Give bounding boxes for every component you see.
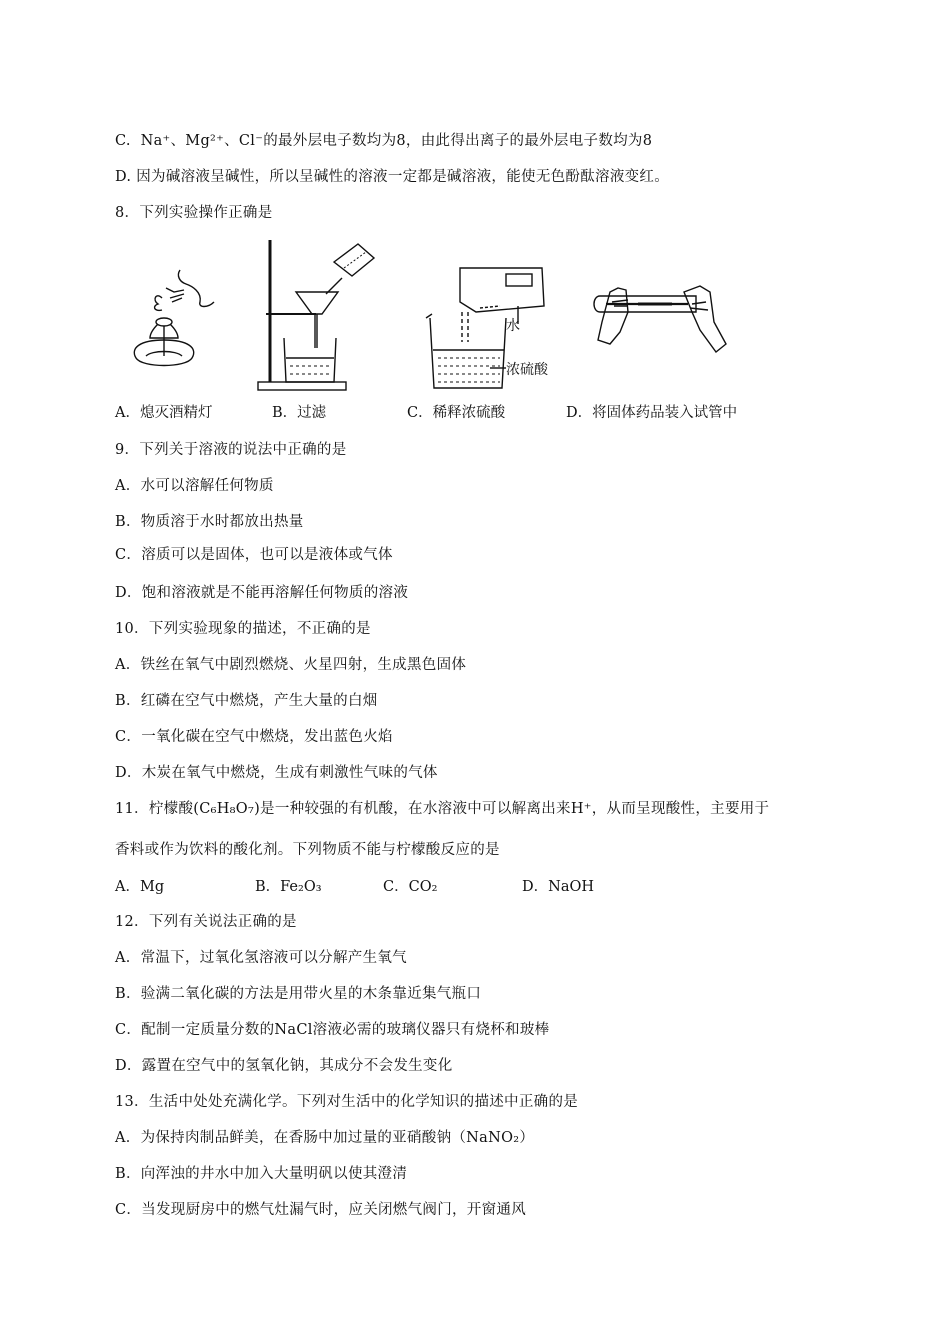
q10-option-c: C．一氧化碳在空气中燃烧，发出蓝色火焰	[115, 729, 393, 745]
fig-caption-d: D．将固体药品装入试管中	[566, 405, 738, 421]
q11-option-d: D．NaOH	[522, 879, 594, 895]
acid-label: 浓硫酸	[506, 362, 548, 378]
q10-stem: 10．下列实验现象的描述，不正确的是	[115, 621, 371, 637]
q12-option-d: D．露置在空气中的氢氧化钠，其成分不会发生变化	[115, 1058, 453, 1074]
dilute-acid-figure	[420, 262, 560, 394]
q7-option-c: C. Na⁺、Mg²⁺、Cl⁻的最外层电子数均为8，由此得出离子的最外层电子数均为8	[115, 133, 653, 149]
fig-caption-a: A．熄灭酒精灯	[115, 405, 213, 421]
q9-option-b: B．物质溶于水时都放出热量	[115, 514, 304, 530]
q7-option-d: D. 因为碱溶液呈碱性，所以呈碱性的溶液一定都是碱溶液，能使无色酚酞溶液变红。	[115, 169, 670, 185]
fig-caption-c: C．稀释浓硫酸	[407, 405, 506, 421]
q11-stem-line2: 香料或作为饮料的酸化剂。下列物质不能与柠檬酸反应的是	[115, 842, 500, 858]
q13-stem: 13．生活中处处充满化学。下列对生活中的化学知识的描述中正确的是	[115, 1094, 579, 1110]
water-label: 水	[506, 318, 520, 334]
q11-option-c: C．CO₂	[383, 879, 438, 895]
q10-option-b: B．红磷在空气中燃烧，产生大量的白烟	[115, 693, 378, 709]
test-tube-figure	[588, 282, 738, 362]
q11-stem: 11．柠檬酸(C₆H₈O₇)是一种较强的有机酸，在水溶液中可以解离出来H⁺，从而呈现酸性，主要用于	[115, 801, 770, 817]
fig-caption-b: B．过滤	[272, 405, 327, 421]
q11-option-a: A．Mg	[115, 879, 165, 895]
q12-stem: 12．下列有关说法正确的是	[115, 914, 297, 930]
q9-option-a: A．水可以溶解任何物质	[115, 478, 274, 494]
alcohol-lamp-figure	[122, 262, 222, 380]
q12-option-a: A．常温下，过氧化氢溶液可以分解产生氧气	[115, 950, 407, 966]
filtration-figure	[256, 238, 386, 393]
q9-stem: 9．下列关于溶液的说法中正确的是	[115, 442, 347, 458]
q10-option-a: A．铁丝在氧气中剧烈燃烧、火星四射，生成黑色固体	[115, 657, 467, 673]
q13-option-c: C．当发现厨房中的燃气灶漏气时，应关闭燃气阀门，开窗通风	[115, 1202, 526, 1218]
q8-stem: 8．下列实验操作正确是	[115, 205, 273, 221]
citric-acid-formula: C₆H₈O₇	[199, 801, 255, 817]
q10-option-d: D．木炭在氧气中燃烧，生成有刺激性气味的气体	[115, 765, 438, 781]
q12-option-c: C．配制一定质量分数的NaCl溶液必需的玻璃仪器只有烧杯和玻棒	[115, 1022, 550, 1038]
q11-option-b: B．Fe₂O₃	[255, 879, 322, 895]
q9-option-c: C．溶质可以是固体，也可以是液体或气体	[115, 547, 393, 563]
q12-option-b: B．验满二氧化碳的方法是用带火星的木条靠近集气瓶口	[115, 986, 482, 1002]
q13-option-a: A．为保持肉制品鲜美，在香肠中加过量的亚硝酸钠（NaNO₂）	[115, 1130, 535, 1146]
q9-option-d: D．饱和溶液就是不能再溶解任何物质的溶液	[115, 585, 409, 601]
q13-option-b: B．向浑浊的井水中加入大量明矾以使其澄清	[115, 1166, 408, 1182]
